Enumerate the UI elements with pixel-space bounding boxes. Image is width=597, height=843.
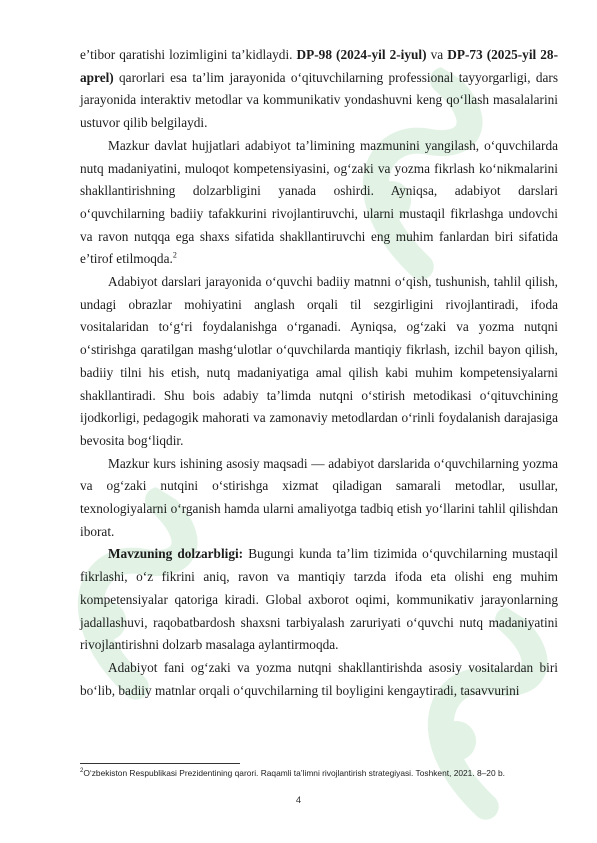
text-run: Bugungi kunda ta’lim tizimida o‘quvchilarning mustaqil fikrlashi, o‘z fikrini aniq, ravon va mantiqiy tarzda ifoda eta olishi eng muhim kompetensiyalar qatoriga kiradi. Global axborot oqimi, kommunikativ jarayonlarning jadallashuvi, raqobatbardosh shaxsni tarbiyalash zaruriyati o‘quvchi nutq madaniyatini rivojlantirishni dolzarb masalaga aylantirmoqda. — [80, 546, 558, 653]
text-run: e’tibor qaratishi lozimligini ta’kidlaydi. — [80, 47, 297, 62]
text-run: va — [426, 47, 448, 62]
footnote — [80, 768, 560, 779]
section-heading: Mavzuning dolzarbligi: — [108, 546, 244, 562]
footnote-text: O‘zbekiston Respublikasi Prezidentining qarori. Raqamli ta’limni rivojlantirish strategiyasi. Toshkent, 2021. 8–20 b. — [83, 768, 505, 778]
footnote-reference[interactable]: 2 — [172, 250, 177, 260]
page-number: 4 — [295, 795, 302, 806]
body-text — [80, 44, 558, 702]
paragraph: Adabiyot darslari jarayonida o‘quvchi badiiy matnni o‘qish, tushunish, tahlil qilish, undagi obrazlar mohiyatini anglash orqali til sezgirligini rivojlantiradi, ifoda vositalaridan to‘g‘ri foydalanishga o‘rganadi. Ayniqsa, og‘zaki va yozma nutqni o‘stirishga qaratilgan mashg‘ulotlar o‘quvchilarda mantiqiy fikrlash, izchil bayon qilish, badiiy tilni his etish, nutq madaniyatiga amal qilish kabi muhim kompetensiyalarni shakllantiradi. Shu bois adabiy ta’limda nutqni o‘stirish metodikasi o‘qituvchining ijodkorligi, pedagogik mahorati va zamonaviy metodlardan o‘rinli foydalanish darajasiga bevosita bog‘liqdir. — [80, 274, 558, 448]
footnote-number: 2 — [80, 768, 84, 775]
paragraph: Adabiyot fani og‘zaki va yozma nutqni shakllantirishda asosiy vositalardan biri bo‘lib, badiiy matnlar orqali o‘quvchilarning til boyligini kengaytiradi, tasavvurini — [80, 659, 558, 698]
footnote-separator — [80, 763, 240, 764]
decree-reference: DP-98 (2024-yil 2-iyul) — [296, 47, 427, 62]
paragraph — [80, 44, 558, 135]
decree-reference: DP-73 (2025-yil 28-aprel) — [80, 47, 559, 85]
paragraph — [80, 135, 558, 271]
paragraph: Mazkur kurs ishining asosiy maqsadi — adabiyot darslarida o‘quvchilarning yozma va og‘zaki nutqini o‘stirishga xizmat qiladigan samarali metodlar, usullar, texnologiyalarni o‘rganish hamda ularni amaliyotga tadbiq etish yo‘llarini tahlil qilishdan iborat. — [80, 455, 558, 539]
paragraph — [80, 543, 558, 657]
text-run: qarorlari esa ta’lim jarayonida o‘qituvchilarning professional tayyorgarligi, dars jarayonida interaktiv metodlar va kommunikativ yondashuvni keng qo‘llash masalalarini ustuvor qilib belgilaydi. — [80, 69, 558, 131]
text-run: Mazkur davlat hujjatlari adabiyot ta’limining mazmunini yangilash, o‘quvchilarda nutq madaniyatini, muloqot kompetensiyasini, og‘zaki va yozma fikrlash ko‘nikmalarini shakllantirishning dolzarbligini yanada oshirdi. Ayniqsa, adabiyot darslari o‘quvchilarning badiiy tafakkurini rivojlantiruvchi, ularni mustaqil fikrlashga undovchi va ravon nutqqa ega shaxs sifatida shakllantiruvchi eng muhim fanlardan biri sifatida e’tirof etilmoqda. — [80, 137, 558, 267]
